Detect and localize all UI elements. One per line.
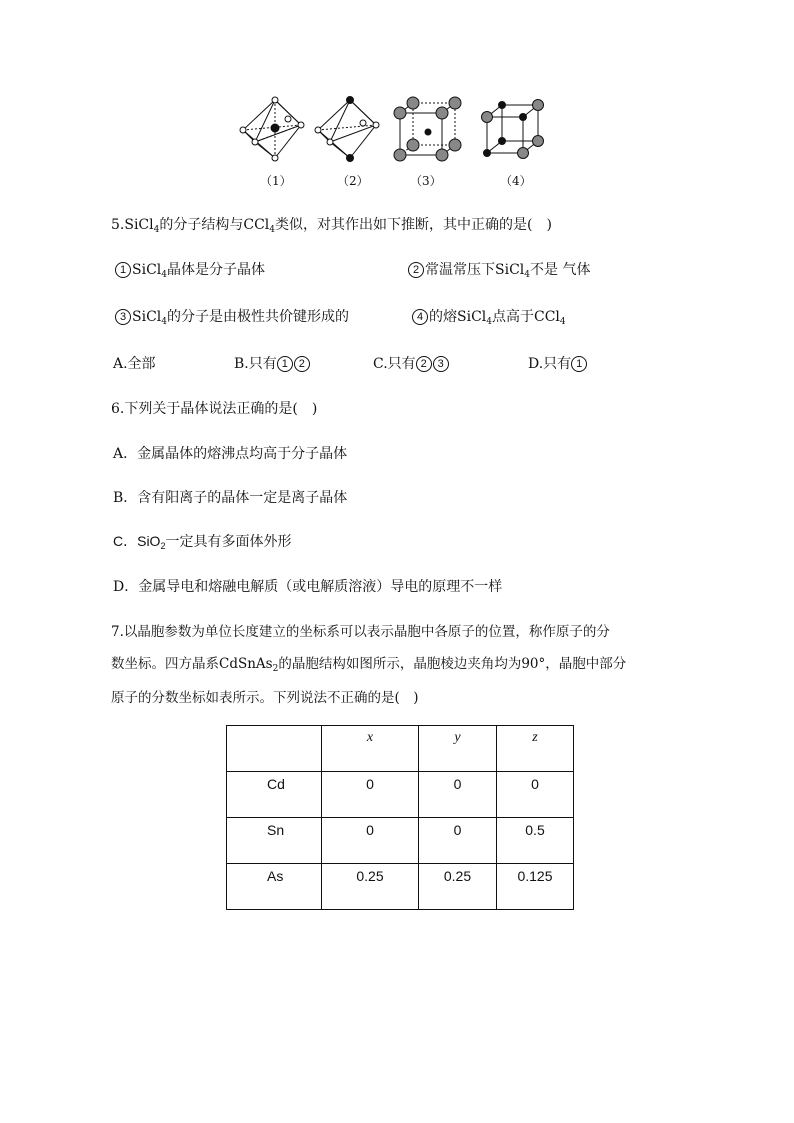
cube-structure-3 (394, 97, 461, 161)
choice-text: C.只有 (373, 356, 416, 372)
q5-statement-1 (115, 259, 265, 279)
choice-text: B.只有 (234, 356, 277, 372)
table-row (227, 818, 574, 864)
circled-number: 3 (433, 356, 449, 372)
circled-number: 3 (115, 309, 131, 325)
choice-text: C．SiO (113, 533, 161, 549)
table-row (227, 772, 574, 818)
statement-text: 常温常压下SiCl (425, 262, 525, 278)
circled-number: 1 (115, 262, 131, 278)
circled-number: 2 (294, 356, 310, 372)
q6-choice-b[interactable]: B．含有阳离子的晶体一定是离子晶体 (113, 490, 348, 506)
table-header-row (227, 726, 574, 772)
q5-stem-subscript: 4 (269, 225, 275, 235)
q5-choice-d[interactable] (528, 353, 588, 373)
q5-stem-text: 5.SiCl (111, 217, 154, 233)
q5-statement-3 (115, 306, 349, 326)
circled-number: 2 (408, 262, 424, 278)
q5-choice-a[interactable] (113, 353, 156, 373)
choice-subscript: 2 (160, 541, 166, 551)
table-cell: 0 (322, 772, 419, 818)
q7-stem-line-1: 7.以晶胞参数为单位长度建立的坐标系可以表示晶胞中各原子的位置，称作原子的分 (111, 624, 610, 640)
table-cell: 0 (322, 818, 419, 864)
choice-text: 一定具有多面体外形 (165, 534, 292, 550)
circled-number: 1 (571, 356, 587, 372)
statement-subscript: 4 (161, 317, 167, 327)
q5-statement-2 (408, 259, 590, 279)
table-header-cell: x (322, 726, 419, 772)
circled-number: 2 (416, 356, 432, 372)
q6-choice-a[interactable]: A．金属晶体的熔沸点均高于分子晶体 (113, 446, 348, 462)
q5-stem-text: 的分子结构与CCl (159, 217, 270, 233)
q6-choice-d[interactable]: D．金属导电和熔融电解质（或电解质溶液）导电的原理不一样 (113, 579, 503, 595)
q6-stem: 6.下列关于晶体说法正确的是( ) (111, 401, 318, 417)
cube-structure-4 (482, 100, 544, 159)
table-cell: 0 (419, 772, 497, 818)
q6-choice-c[interactable] (113, 531, 291, 551)
table-cell: Cd (227, 772, 322, 818)
table-cell: 0.5 (497, 818, 574, 864)
table-row (227, 864, 574, 910)
statement-text: 晶体是分子晶体 (167, 262, 265, 278)
statement-text: 的分子是由极性共价键形成的 (167, 309, 349, 325)
table-cell: Sn (227, 818, 322, 864)
table-cell: 0 (419, 818, 497, 864)
q5-choice-b[interactable] (234, 353, 311, 373)
statement-text: SiCl (132, 309, 162, 325)
statement-text: 点高于CCl (492, 309, 560, 325)
choice-text: D.只有 (528, 356, 572, 372)
q5-stem (111, 214, 552, 234)
q5-statement-4 (412, 306, 566, 326)
octahedron-structure-2 (315, 97, 379, 162)
q7-stem-line-2 (111, 652, 626, 672)
circled-number: 1 (277, 356, 293, 372)
choice-text: A.全部 (113, 356, 156, 372)
statement-text: SiCl (132, 262, 162, 278)
statement-subscript: 4 (559, 317, 566, 327)
figure-label-1: （1） (260, 174, 292, 188)
table-header-cell (227, 726, 322, 772)
statement-text: 不是 气体 (530, 262, 591, 278)
circled-number: 4 (412, 309, 428, 325)
statement-text: 的熔SiCl (429, 309, 487, 325)
stem-text: 数坐标。四方晶系CdSnAs (111, 656, 273, 672)
crystal-structures-figure (238, 95, 568, 165)
q5-choice-c[interactable] (373, 353, 450, 373)
figure-label-2: （2） (337, 174, 369, 188)
fractional-coordinates-table (226, 725, 574, 910)
q5-stem-subscript: 4 (153, 225, 160, 235)
table-cell: As (227, 864, 322, 910)
table-cell: 0.125 (497, 864, 574, 910)
statement-subscript: 4 (524, 270, 530, 280)
table-cell: 0.25 (322, 864, 419, 910)
q5-stem-text: 类似，对其作出如下推断，其中正确的是( ) (275, 217, 552, 233)
statement-subscript: 4 (486, 317, 492, 327)
table-cell: 0 (497, 772, 574, 818)
table-header-cell: z (497, 726, 574, 772)
figure-label-4: （4） (500, 174, 532, 188)
stem-text: 的晶胞结构如图所示，晶胞棱边夹角均为90°，晶胞中部分 (278, 656, 627, 672)
octahedron-structure-1 (240, 97, 304, 161)
q7-stem-line-3: 原子的分数坐标如表所示。下列说法不正确的是( ) (111, 690, 419, 706)
stem-subscript: 2 (272, 664, 279, 674)
table-cell: 0.25 (419, 864, 497, 910)
table-header-cell: y (419, 726, 497, 772)
statement-subscript: 4 (161, 270, 167, 280)
figure-label-3: （3） (410, 174, 442, 188)
